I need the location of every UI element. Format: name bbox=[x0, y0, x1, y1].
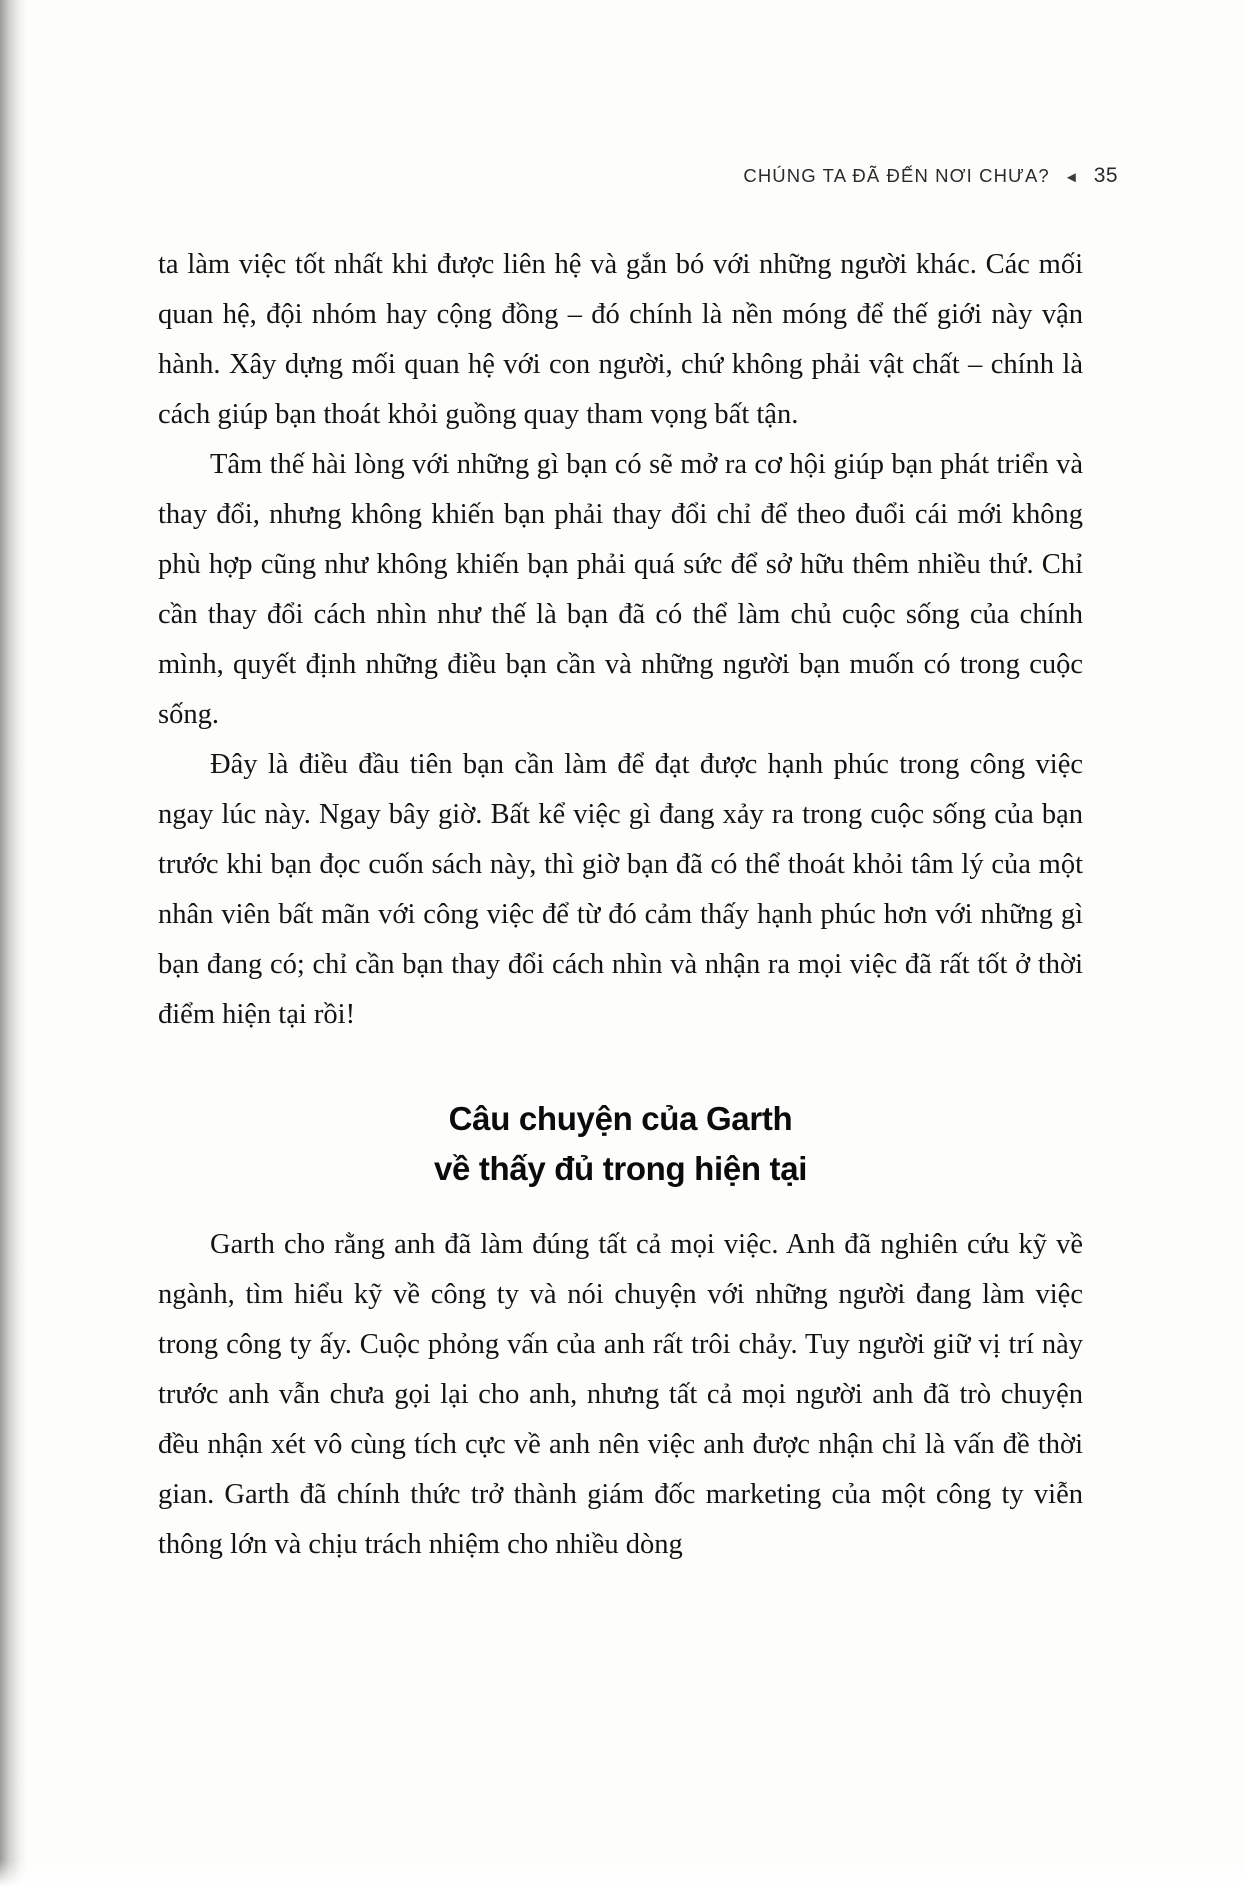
page-content bbox=[158, 0, 1118, 1898]
triangle-left-icon: ◄ bbox=[1063, 168, 1080, 186]
body-text-block bbox=[158, 240, 1083, 1570]
section-heading-line-1: Câu chuyện của Garth bbox=[448, 1100, 793, 1137]
page-bottom-fade bbox=[0, 1860, 1245, 1898]
running-header bbox=[743, 164, 1118, 188]
paragraph-continuation: ta làm việc tốt nhất khi được liên hệ và gắn bó với những người khác. Các mối quan hệ, đội nhóm hay cộng đồng – đó chính là nền móng để thế giới này vận hành. Xây dựng mối quan hệ với con người, chứ không phải vật chất – chính là cách giúp bạn thoát khỏi guồng quay tham vọng bất tận. bbox=[158, 249, 1083, 430]
paragraph: Tâm thế hài lòng với những gì bạn có sẽ mở ra cơ hội giúp bạn phát triển và thay đổi, nhưng không khiến bạn phải thay đổi chỉ để theo đuổi cái mới không phù hợp cũng như không khiến bạn phải quá sức để sở hữu thêm nhiều thứ. Chỉ cần thay đổi cách nhìn như thế là bạn đã có thể làm chủ cuộc sống của chính mình, quyết định những điều bạn cần và những người bạn muốn có trong cuộc sống. bbox=[158, 449, 1083, 730]
section-heading bbox=[158, 1094, 1083, 1194]
paragraph: Đây là điều đầu tiên bạn cần làm để đạt được hạnh phúc trong công việc ngay lúc này. Ngay bây giờ. Bất kể việc gì đang xảy ra trong cuộc sống của bạn trước khi bạn đọc cuốn sách này, thì giờ bạn đã có thể thoát khỏi tâm lý của một nhân viên bất mãn với công việc để từ đó cảm thấy hạnh phúc hơn với những gì bạn đang có; chỉ cần bạn thay đổi cách nhìn và nhận ra mọi việc đã rất tốt ở thời điểm hiện tại rồi! bbox=[158, 749, 1083, 1030]
paragraph: Garth cho rằng anh đã làm đúng tất cả mọi việc. Anh đã nghiên cứu kỹ về ngành, tìm hiểu kỹ về công ty và nói chuyện với những người đang làm việc trong công ty ấy. Cuộc phỏng vấn của anh rất trôi chảy. Tuy người giữ vị trí này trước anh vẫn chưa gọi lại cho anh, nhưng tất cả mọi người anh đã trò chuyện đều nhận xét vô cùng tích cực về anh nên việc anh được nhận chỉ là vấn đề thời gian. Garth đã chính thức trở thành giám đốc marketing của một công ty viễn thông lớn và chịu trách nhiệm cho nhiều dòng bbox=[158, 1229, 1083, 1560]
book-binding-edge bbox=[0, 0, 26, 1898]
section-heading-line-2: về thấy đủ trong hiện tại bbox=[433, 1150, 808, 1187]
page-number: 35 bbox=[1093, 164, 1118, 187]
running-header-title: CHÚNG TA ĐÃ ĐẾN NƠI CHƯA? bbox=[743, 165, 1050, 186]
